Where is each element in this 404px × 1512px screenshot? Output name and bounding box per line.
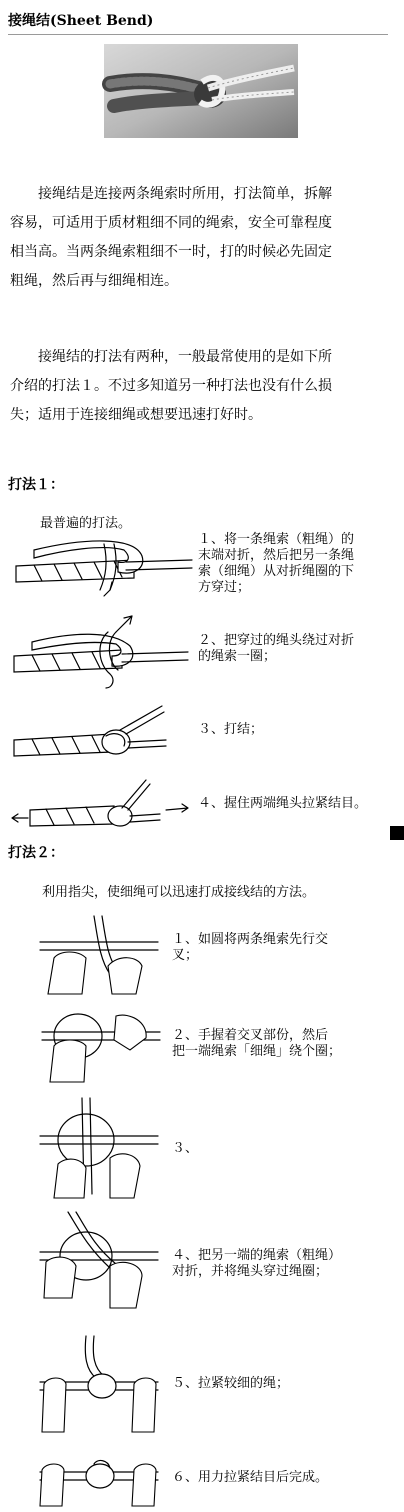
intro-paragraph-1: 接绳结是连接两条绳索时所用，打法简单，拆解 容易，可适用于质材粗细不同的绳索，安全可靠程度 相当高。当两条绳索粗细不一时，打的时候必先固定 粗绳，然后再与细绳相连。 <box>10 186 332 289</box>
intro-paragraph-2: 接绳结的打法有两种，一般最常使用的是如下所 介绍的打法１。不过多知道另一种打法也没有什么损 失；适用于连接细绳或想要迅速打好时。 <box>10 349 332 423</box>
method1-step3-text: ３、打结； <box>198 722 264 737</box>
method2-step5-illustration <box>38 1332 162 1438</box>
method1-step1-text: １、将一条绳索（粗绳）的 末端对折，然后把另一条绳 索（细绳）从对折绳圈的下 方穿过； <box>198 532 355 595</box>
method1-step4-text: ４、握住两端绳头拉紧结目。 <box>198 796 368 811</box>
corner-block <box>390 826 404 840</box>
method2-step4-text: ４、把另一端的绳索（粗绳） 对折，并将绳头穿过绳圈； <box>172 1248 342 1279</box>
method2-step2-text: ２、手握着交叉部份，然后 把一端绳索「细绳」绕个圈； <box>172 1028 342 1059</box>
method2-step4-illustration <box>38 1208 162 1318</box>
method1-step2-text: ２、把穿过的绳头绕过对折 的绳索一圈； <box>198 633 355 664</box>
method1-intro: 最普遍的打法。 <box>40 516 132 531</box>
method1-heading: 打法１： <box>8 477 64 493</box>
method2-step5-text: ５、拉紧较细的绳； <box>172 1376 290 1391</box>
method2-intro: 利用指尖，使细绳可以迅速打成接线结的方法。 <box>42 885 316 900</box>
method1-step4-illustration <box>10 772 194 834</box>
method1-step1-illustration <box>14 532 194 596</box>
method2-step3-illustration <box>38 1094 162 1200</box>
method2-step3-text: ３、 <box>172 1141 199 1156</box>
method2-step2-illustration <box>40 1002 164 1086</box>
page-title: 接绳结(Sheet Bend) <box>8 13 154 29</box>
hero-knot-photo <box>104 44 298 138</box>
method2-step1-illustration <box>38 910 162 996</box>
method2-heading: 打法２： <box>8 845 64 861</box>
title-divider <box>8 34 388 35</box>
method2-step1-text: １、如圆将两条绳索先行交 叉； <box>172 932 329 963</box>
method1-step2-illustration <box>12 612 192 690</box>
method2-step6-text: ６、用力拉紧结目后完成。 <box>172 1470 329 1485</box>
method1-step3-illustration <box>12 702 192 764</box>
method2-step6-illustration <box>38 1448 162 1508</box>
